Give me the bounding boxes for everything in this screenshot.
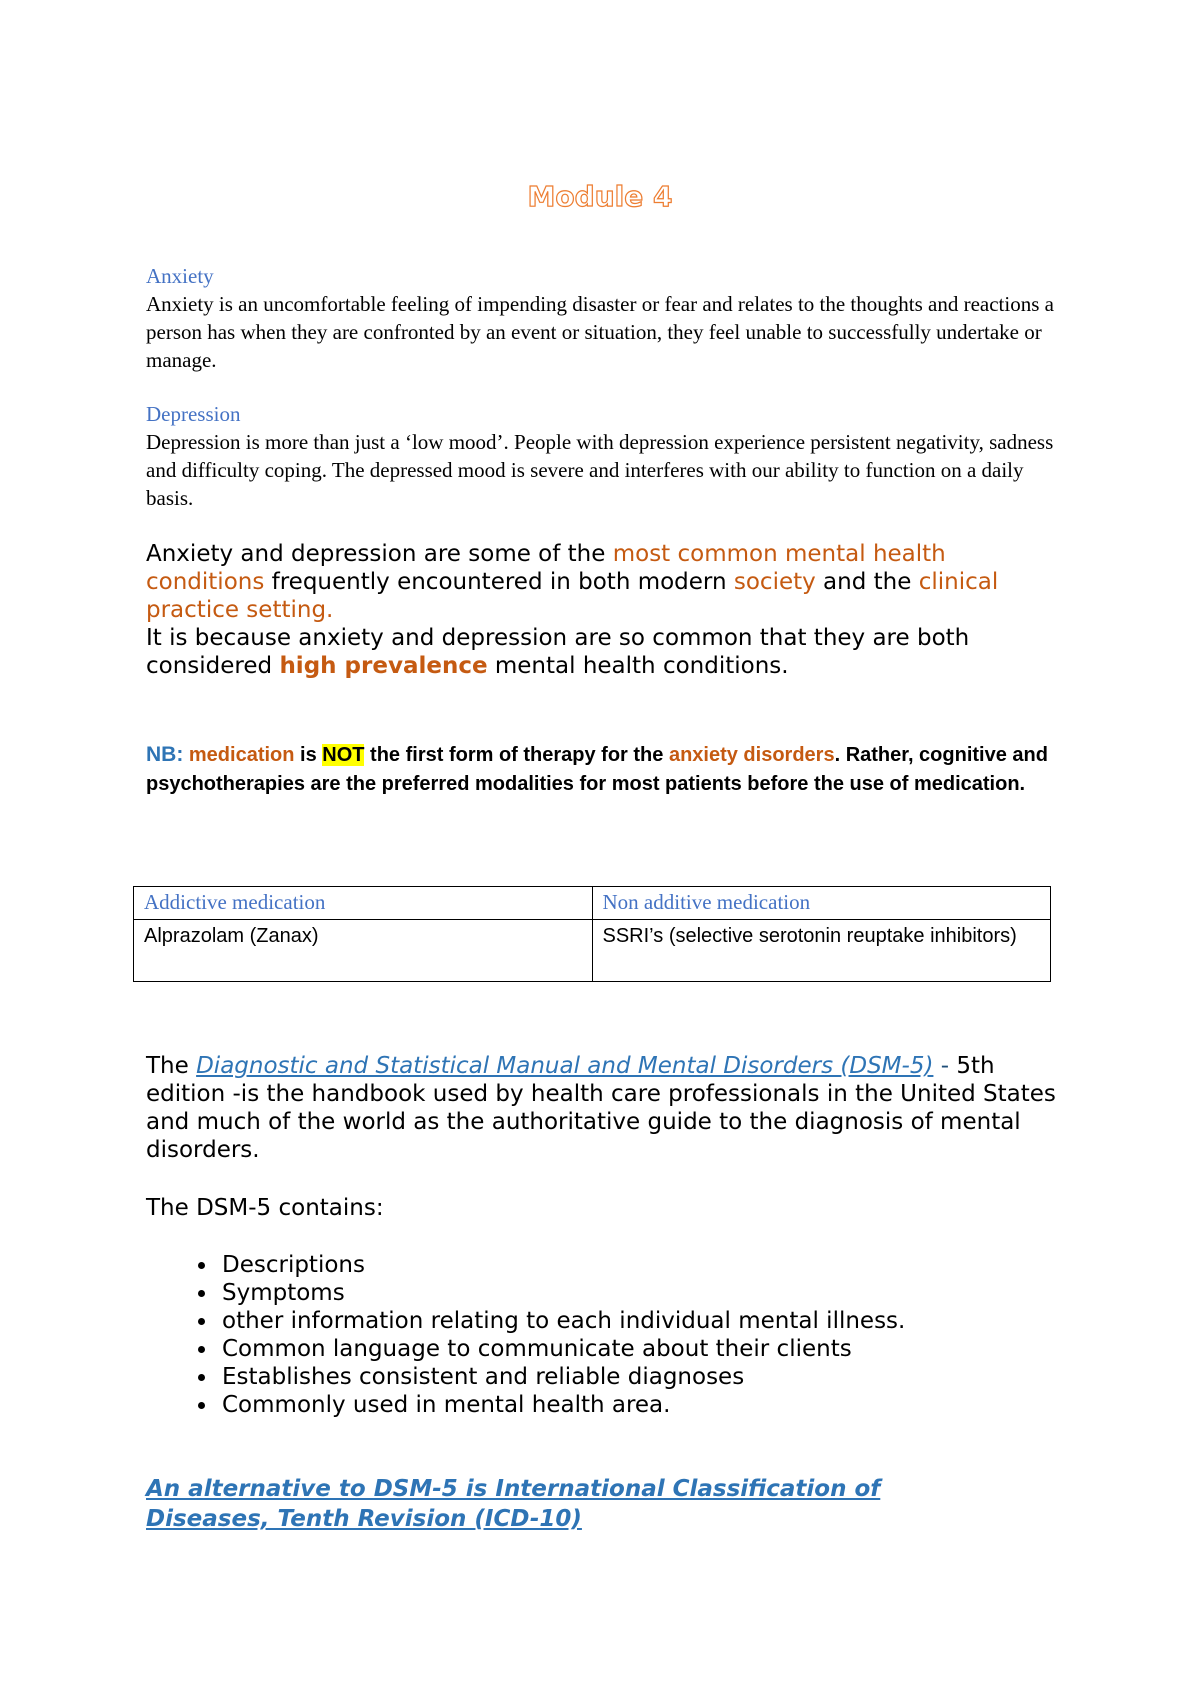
list-item: • Establishes consistent and reliable diagnoses (218, 1363, 1066, 1391)
dsm-contains-label: The DSM-5 contains: (146, 1195, 384, 1221)
table-cell: SSRI’s (selective serotonin reuptake inhibitors) (592, 920, 1051, 982)
text-run: mental health conditions. (487, 653, 789, 679)
common-line-2 (146, 624, 1066, 680)
icd-link[interactable]: An alternative to DSM-5 is International Classification of Diseases, Tenth Revision (ICD-10) (146, 1476, 881, 1532)
text-run: is (294, 744, 323, 766)
text-run: It is because anxiety and depression are so common that they are both considered (146, 625, 970, 679)
list-item: • Descriptions (218, 1251, 1066, 1279)
list-item: • Commonly used in mental health area. (218, 1391, 1066, 1419)
emphasis-anxiety-disorders: anxiety disorders (668, 744, 835, 766)
table-cell: Alprazolam (Zanax) (134, 920, 593, 982)
list-item: • Symptoms (218, 1279, 1066, 1307)
emphasis-most-common: most common mental health conditions (146, 541, 946, 595)
text-run: - (933, 1053, 957, 1079)
text-run: The (146, 1053, 197, 1079)
list-item: • other information relating to each individual mental illness. (218, 1307, 1066, 1335)
text-run: 5th edition -is the handbook used by health care professionals in the United States and much of the world as the authoritative guide to the diagnosis of mental disorders. (146, 1053, 1056, 1163)
nb-label: NB: (146, 743, 184, 766)
medication-table (133, 886, 1051, 982)
page-title: Module 4 (527, 180, 673, 213)
icd-alternative (146, 1474, 966, 1534)
common-line-1 (146, 540, 1066, 624)
table-row (134, 920, 1051, 982)
dsm-contains-list-wrap (146, 1251, 1066, 1419)
emphasis-society: society (733, 569, 816, 595)
common-conditions-paragraph (146, 540, 1066, 680)
dsm-paragraph (146, 1052, 1066, 1164)
emphasis-high-prevalence: high prevalence (279, 653, 488, 679)
list-item: • Common language to communicate about their clients (218, 1335, 1066, 1363)
emphasis-medication: medication (188, 744, 295, 766)
anxiety-section (146, 262, 1066, 374)
text-run: and the (815, 569, 919, 595)
text-run: . Rather, cognitive and psychotherapies are the preferred modalities for most patients before the use of medication. (146, 744, 1048, 795)
header-non-additive: Non additive medication (592, 887, 1051, 920)
header-addictive: Addictive medication (134, 887, 593, 920)
highlight-not: NOT (322, 744, 365, 766)
depression-section (146, 400, 1066, 512)
anxiety-heading: Anxiety (146, 264, 214, 288)
anxiety-body: Anxiety is an uncomfortable feeling of impending disaster or fear and relates to the thoughts and reactions a person has when they are confronted by an event or situation, they feel unable to successfully undertake or manage. (146, 292, 1054, 372)
text-run: the first form of therapy for the (364, 744, 669, 766)
nb-note (146, 740, 1066, 799)
emphasis-clinical-practice: clinical practice setting. (146, 569, 999, 623)
depression-body: Depression is more than just a ‘low mood’. People with depression experience persistent negativity, sadness and difficulty coping. The depressed mood is severe and interferes with our ability to function on a daily basis. (146, 430, 1054, 510)
dsm-contains-list (146, 1251, 1066, 1419)
text-run: Anxiety and depression are some of the (146, 541, 613, 567)
dsm-link[interactable]: Diagnostic and Statistical Manual and Mental Disorders (DSM-5) (196, 1053, 934, 1079)
text-run: frequently encountered in both modern (264, 569, 734, 595)
table-header-row (134, 887, 1051, 920)
depression-heading: Depression (146, 402, 241, 426)
